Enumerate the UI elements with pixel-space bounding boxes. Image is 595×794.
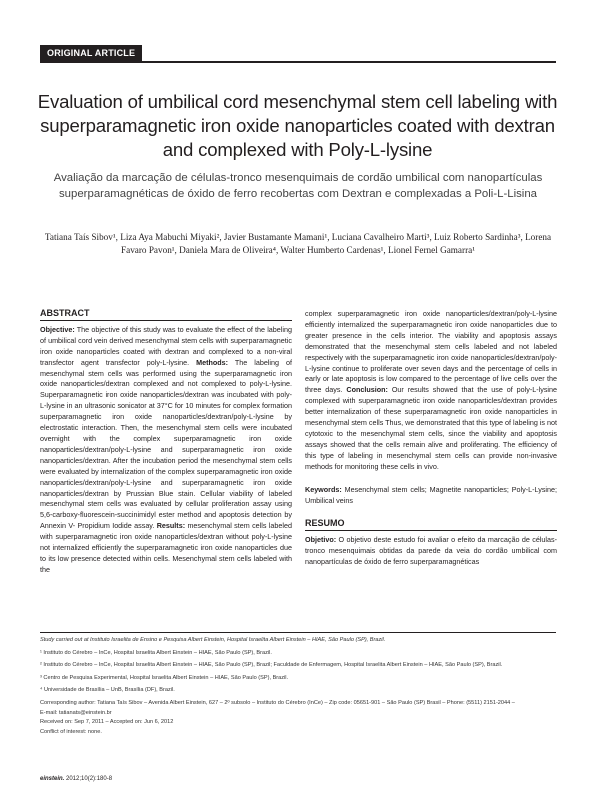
conclusion-label: Conclusion: [346,385,388,395]
conflict-of-interest: Conflict of interest: none. [40,728,102,735]
objective-text: The objective of this study was to evaluate the effect of the labeling of umbilical cord vein derived mesenchymal stem cells with superparamagnetic iron oxide nanoparticles coated with dextran and complexed to a non-viral transfector agent transfector poly-L-lysine. [40,324,292,367]
affiliation-4: ⁴ Universidade de Brasília – UnB, Brasília (DF), Brazil. [40,687,175,694]
keywords [305,485,557,507]
objective-label: Objective: [40,324,75,334]
section-label: ORIGINAL ARTICLE [40,45,142,61]
page-footer [40,776,112,782]
corresponding-email: E-mail: tatianats@einstein.br [40,709,112,716]
abstract-continuation-column [305,309,557,568]
methods-label: Methods: [196,357,229,367]
abstract-body-right [305,309,557,473]
article-subtitle: Avaliação da marcação de células-tronco mesenquimais de cordão umbilical com nanopartículas superparamagnéticas de óxido de ferro recobertas com Dextran e complexadas a Poli-L-Lisina [53,172,543,200]
affiliation-2: ² Instituto do Cérebro – InCe, Hospital Israelita Albert Einstein – HIAE, São Paulo (SP), Brazil; Faculdade de Enfermagem, Hospital Israelita Albert Einstein – HIAE, São Paulo (SP), Brazil. [40,662,503,669]
footnotes [40,636,556,737]
abstract-column [40,308,292,576]
keywords-text: Mesenchymal stem cells; Magnetite nanoparticles; Poly-L-Lysine; Umbilical veins [305,484,557,505]
results-text-continued: complex superparamagnetic iron oxide nanoparticles/dextran/poly-L-lysine efficiently internalized the superparamagnetic iron oxide nanoparticles due to greater presence in the cells interior. The viability and apoptosis assays demonstrated that the mesenchymal stem cells labeled and not labeled respectively with the superparamagnetic iron oxide nanoparticles/dextran/poly-L-lysine continue to proliferate over seven days and the percentage of cells in early or late apoptosis is low compared to the percentage of live cells over the three days. [305,309,557,395]
journal-citation: 2012;10(2):180-8 [64,776,113,782]
results-label: Results: [156,521,186,531]
keywords-label: Keywords: [305,484,342,494]
resumo-section [305,518,557,568]
article-title: Evaluation of umbilical cord mesenchymal stem cell labeling with superparamagnetic iron oxide nanoparticles coated with dextran and complexed with Poly-L-lysine [37,91,558,160]
resumo-body [305,535,557,568]
methods-text: The labeling of mesenchymal stem cells was performed using the superparamagnetic iron oxide nanoparticles/dextran complexed and not complexed to poly-L-lysine. Superparamagnetic iron oxide nanoparticles/dextran was incubated with poly-L-lysine in an ultrasonic sonicator at 37°C for 10 minutes for complex formation superparamagnetic iron oxide nanoparticles/dextran/poly-L-lysine by electrostatic interaction. Then, the mesenchymal stem cells were incubated overnight with the complex superparamagnetic iron oxide nanoparticles/dextran/poly-L-lysine and superparamagnetic iron oxide nanoparticles/dextran. After the incubation period the mesenchymal stem cells were evaluated by internalization of the complex superparamagnetic iron oxide nanoparticles/dextran/poly-L-lysine and superparamagnetic iron oxide nanoparticles/dextran by Prussian Blue stain. Cellular viability of labeled mesenchymal stem cells was evaluated by cellular proliferation assay using 5,6-carboxy-fluorescein-succinimidyl ester method and apoptosis detection by Annexin V- Propidium Iodide assay. [40,357,292,531]
resumo-objective-label: Objetivo: [305,535,337,545]
resumo-heading: RESUMO [305,518,557,531]
study-place-note: Study carried out at Instituto Israelita de Ensino e Pesquisa Albert Einstein, Hospital Israelita Albert Einstein – HIAE, São Paulo (SP), Brazil. [40,637,386,643]
footnote-divider [40,632,556,633]
top-divider [40,61,556,63]
journal-name: einstein. [40,776,65,782]
author-list: Tatiana Taís Sibov¹, Liza Aya Mabuchi Miyaki², Javier Bustamante Mamani¹, Luciana Cavalheiro Marti³, Luiz Roberto Sardinha³, Lorena Favaro Pavon¹, Daniela Mara de Oliveira⁴, Walter Humberto Cardenas¹, Lionel Fernel Gamarra¹ [44,232,552,256]
affiliation-1: ¹ Instituto do Cérebro – InCe, Hospital Israelita Albert Einstein – HIAE, São Paulo (SP), Brazil. [40,649,272,656]
conclusion-text: Our results showed that the use of poly-L-lysine complexed with superparamagnetic iron oxide nanoparticles/dextran provides better internalization of these superparamagnetic iron oxide nanoparticles in mesenchymal stem cells Thus, we demonstrated that this type of labeling is not cytotoxic to the mesenchymal stem cells, since the viability and apoptosis assays showed that the cells remain alive and proliferating. The efficiency of this type of labeling in mesenchymal stem cells can provide non-invasive methods for monitoring these cells in vivo. [305,385,558,471]
received-accepted-dates: Received on: Sep 7, 2011 – Accepted on: Jun 6, 2012 [40,719,174,726]
resumo-objective-text: O objetivo deste estudo foi avaliar o efeito da marcação de células-tronco mesenquimais obtidas da parede da veia do cordão umbilical com nanopartículas de óxido de ferro superparamagnéticas [305,535,557,567]
abstract-heading: ABSTRACT [40,308,292,321]
results-text: mesenchymal stem cells labeled with superparamagnetic iron oxide nanoparticles/dextran without poly-L-lysine not internalized efficiently the superparamagnetic iron oxide nanoparticles due to its low presence detected within cells. Mesenchymal stem cells labeled with the [40,521,292,574]
corresponding-author: Corresponding author: Tatiana Taís Sibov – Avenida Albert Einstein, 627 – 2º subsolo – Instituto do Cérebro (InCe) – Zip code: 05651-901 – São Paulo (SP) Brasil – Phone: (5511) 2151-2044 – [40,699,515,706]
abstract-body-left [40,325,292,576]
affiliation-3: ³ Centro de Pesquisa Experimental, Hospital Israelita Albert Einstein – HIAE, São Paulo (SP), Brazil. [40,674,289,681]
